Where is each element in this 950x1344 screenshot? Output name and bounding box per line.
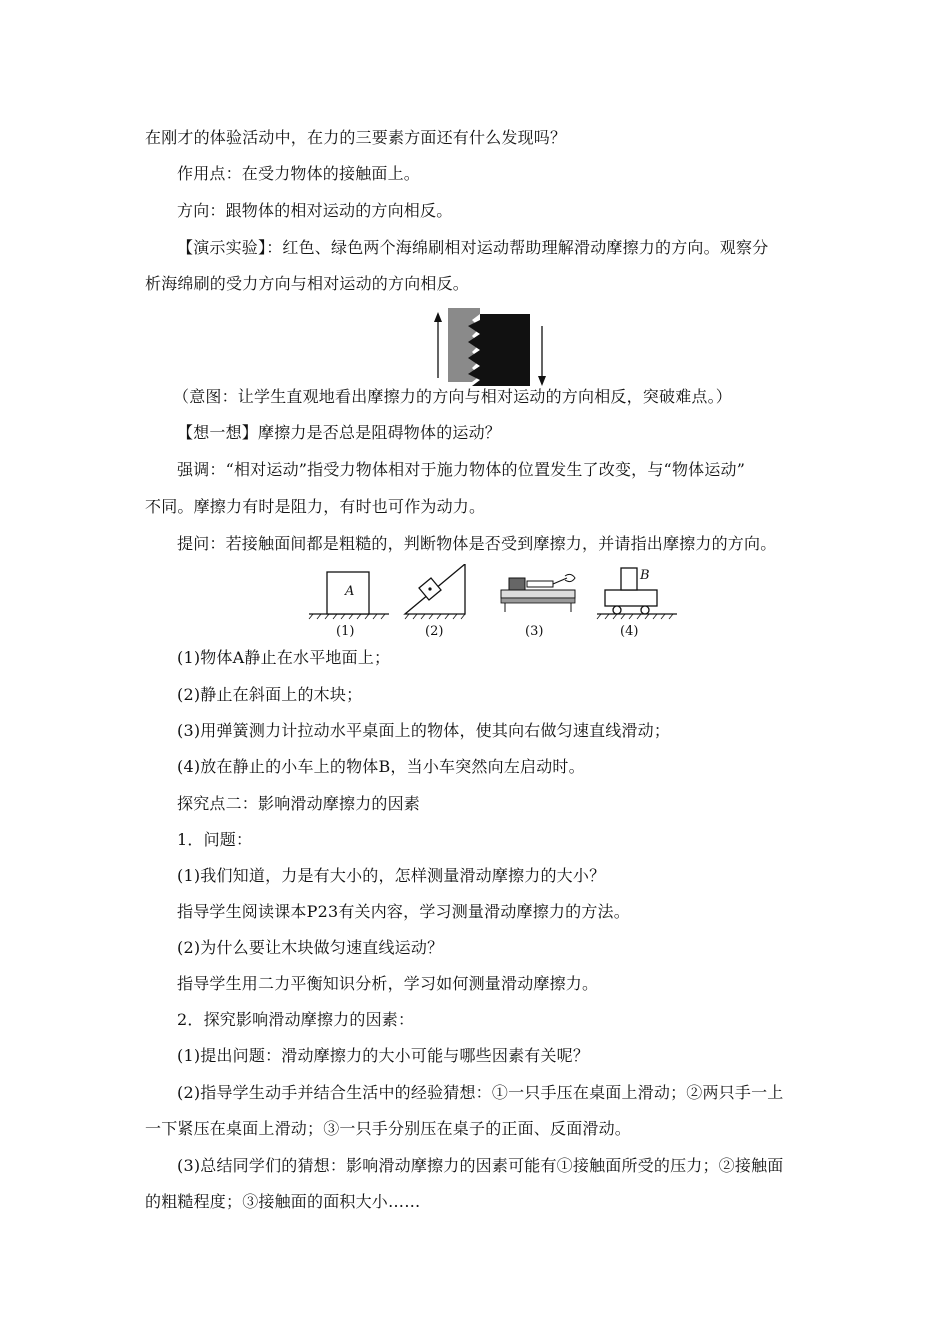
caption-3: (3) (525, 624, 544, 639)
paragraph-demo-line2: 析海绵刷的受力方向与相对运动的方向相反。 (145, 274, 470, 293)
block-a-label: A (345, 584, 355, 599)
question-item-3: (3)用弹簧测力计拉动水平桌面上的物体，使其向右做匀速直线滑动； (177, 721, 671, 740)
sub-heading-question: 1．问题： (177, 830, 253, 849)
paragraph-direction: 方向：跟物体的相对运动的方向相反。 (177, 201, 453, 220)
question-item-4: (4)放在静止的小车上的物体B，当小车突然向左启动时。 (177, 757, 585, 776)
paragraph-demo-line1: 【演示实验】：红色、绿色两个海绵刷相对运动帮助理解滑动摩擦力的方向。观察分 (177, 238, 769, 257)
paragraph-guide-reading: 指导学生阅读课本P23有关内容，学习测量滑动摩擦力的方法。 (177, 902, 630, 921)
block-b-label: B (640, 568, 650, 583)
section-heading-2: 探究点二：影响滑动摩擦力的因素 (177, 794, 421, 813)
paragraph-guide-balance: 指导学生用二力平衡知识分析，学习如何测量滑动摩擦力。 (177, 974, 599, 993)
paragraph-think: 【想一想】摩擦力是否总是阻碍物体的运动？ (177, 423, 502, 442)
paragraph-discovery: 在刚才的体验活动中，在力的三要素方面还有什么发现吗？ (145, 128, 567, 147)
caption-2: (2) (425, 624, 444, 639)
question-item-1: (1)物体A静止在水平地面上； (177, 648, 391, 667)
paragraph-question: 提问：若接触面间都是粗糙的，判断物体是否受到摩擦力，并请指出摩擦力的方向。 (177, 534, 777, 553)
sponge-brush-figure (432, 306, 550, 388)
caption-4: (4) (620, 624, 639, 639)
caption-1: (1) (336, 624, 355, 639)
paragraph-raise-question: (1)提出问题：滑动摩擦力的大小可能与哪些因素有关呢？ (177, 1046, 590, 1065)
paragraph-summary-line2: 的粗糙程度；③接触面的面积大小…… (145, 1192, 421, 1211)
paragraph-intention: （意图：让学生直观地看出摩擦力的方向与相对运动的方向相反，突破难点。） (173, 387, 733, 406)
paragraph-point-of-action: 作用点：在受力物体的接触面上。 (177, 164, 421, 183)
question-item-2: (2)静止在斜面上的木块； (177, 685, 363, 704)
paragraph-uniform-motion: (2)为什么要让木块做匀速直线运动？ (177, 938, 444, 957)
paragraph-emphasis-line2: 不同。摩擦力有时是阻力，有时也可作为动力。 (145, 497, 486, 516)
sub-heading-explore: 2．探究影响滑动摩擦力的因素： (177, 1010, 415, 1029)
paragraph-guess-line2: 一下紧压在桌面上滑动；③一只手分别压在桌子的正面、反面滑动。 (145, 1119, 632, 1138)
paragraph-guess-line1: (2)指导学生动手并结合生活中的经验猜想：①一只手压在桌面上滑动；②两只手一上 (177, 1083, 784, 1102)
paragraph-measure: (1)我们知道，力是有大小的，怎样测量滑动摩擦力的大小？ (177, 866, 606, 885)
paragraph-emphasis-line1: 强调：“相对运动”指受力物体相对于施力物体的位置发生了改变，与“物体运动” (177, 460, 746, 479)
paragraph-summary-line1: (3)总结同学们的猜想：影响滑动摩擦力的因素可能有①接触面所受的压力；②接触面 (177, 1156, 784, 1175)
